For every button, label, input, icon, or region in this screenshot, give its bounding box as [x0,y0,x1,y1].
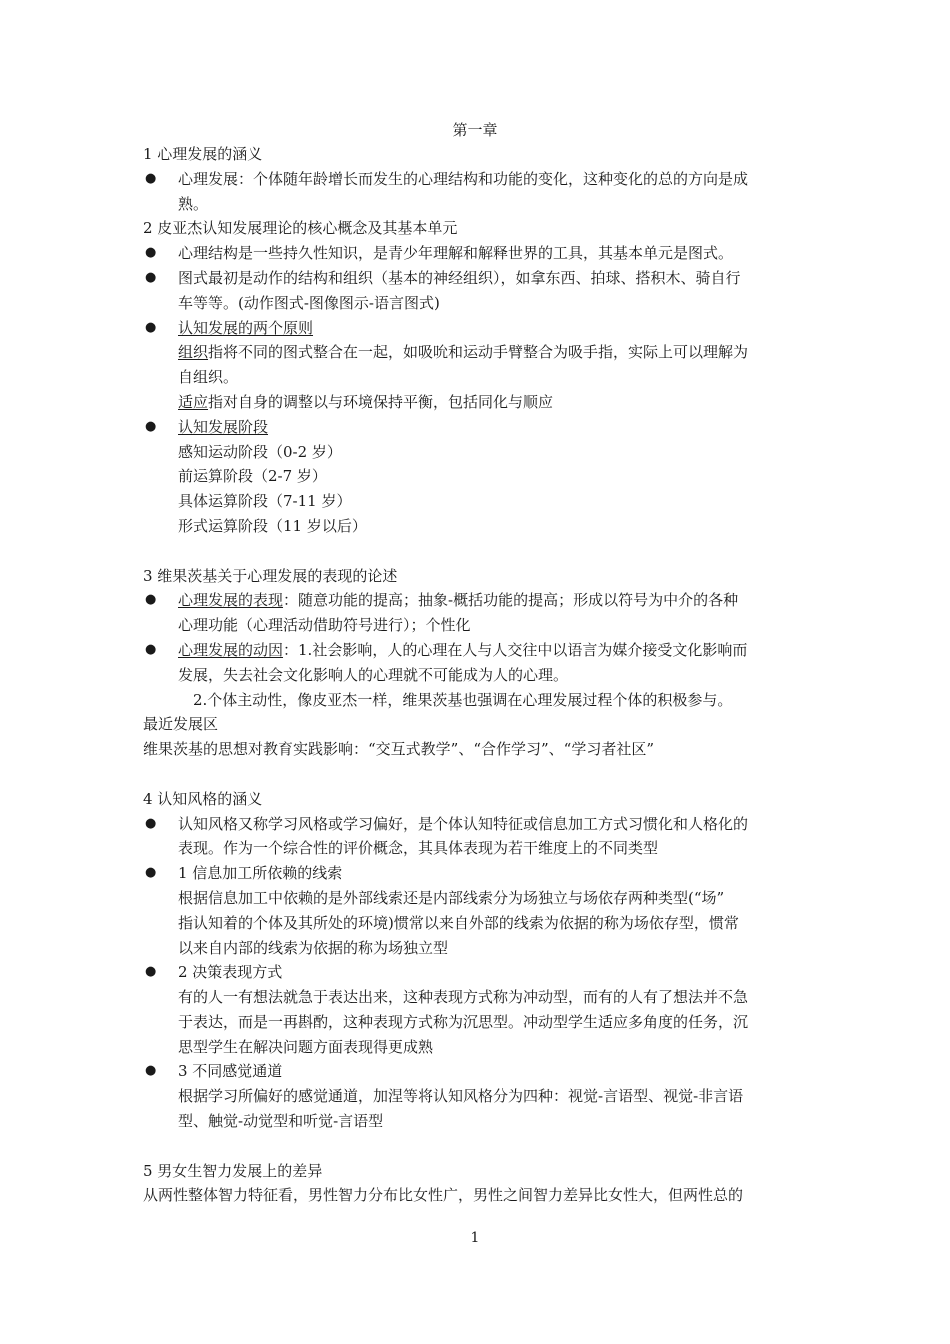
spacer [143,539,813,564]
text-line: 维果茨基的思想对教育实践影响：“交互式教学”、“合作学习”、“学习者社区” [143,740,655,759]
bullet-icon: ● [145,592,157,608]
text-line: 于表达，而是一再斟酌，这种表现方式称为沉思型。冲动型学生适应多角度的任务，沉 [178,1012,749,1031]
document-body [143,142,813,1208]
spacer [143,762,813,787]
section-heading: 1 心理发展的涵义 [143,145,263,163]
text-line: 表现。作为一个综合性的评价概念，其具体表现为若干维度上的不同类型 [178,839,659,858]
underlined-label: 认知发展阶段 [178,417,269,436]
text-line: 车等等。(动作图式-图像图示-语言图式) [178,293,440,312]
text-line: 从两性整体智力特征看，男性智力分布比女性广，男性之间智力差异比女性大，但两性总的 [143,1186,744,1205]
bullet-item [143,588,813,638]
bullet-icon: ● [145,418,157,434]
bullet-icon: ● [145,641,157,657]
page-number: 1 [470,1230,480,1246]
text-line: 自组织。 [178,368,239,387]
section-heading: 4 认知风格的涵义 [143,789,263,808]
term-adaptation: 适应 [178,392,209,411]
text-line: 心理发展的表现：随意功能的提高；抽象-概括功能的提高；形成以符号为中介的各种 [178,591,739,610]
stage-item: 具体运算阶段（7-11 岁） [178,492,352,511]
section-heading: 3 维果茨基关于心理发展的表现的论述 [143,566,398,585]
text-line: 根据信息加工中依赖的是外部线索还是内部线索分为场独立与场依存两种类型(“场” [178,888,725,907]
section-heading: 5 男女生智力发展上的差异 [143,1161,323,1180]
text-line: 最近发展区 [143,715,219,734]
bullet-item [143,241,813,266]
stage-item: 感知运动阶段（0-2 岁） [178,442,342,461]
text-line: 2.个体主动性，像皮亚杰一样，维果茨基也强调在心理发展过程个体的积极参与。 [193,690,733,709]
underlined-label: 认知发展的两个原则 [178,318,314,337]
bullet-icon: ● [145,269,157,285]
stage-item: 前运算阶段（2-7 岁） [178,467,327,486]
bullet-item [143,960,813,1059]
text-line: 以来自内部的线索为依据的称为场独立型 [178,938,449,957]
bullet-item [143,266,813,316]
bullet-icon: ● [145,170,157,186]
bullet-item [143,316,813,415]
stage-item: 形式运算阶段（11 岁以后） [178,516,367,535]
bullet-icon: ● [145,865,157,881]
text-line: 熟。 [178,194,209,213]
chapter-title: 第一章 [452,121,498,139]
text-line: 适应指对自身的调整以与环境保持平衡，包括同化与顺应 [178,392,554,411]
bullet-item [143,638,813,688]
text-line: 心理结构是一些持久性知识，是青少年理解和解释世界的工具，其基本单元是图式。 [178,244,734,263]
bullet-icon: ● [145,245,157,261]
bullet-icon: ● [145,319,157,335]
bullet-item [143,167,813,217]
text-line: 有的人一有想法就急于表达出来，这种表现方式称为冲动型，而有的人有了想法并不急 [178,988,749,1007]
term-organization: 组织 [178,343,209,362]
bullet-item [143,1059,813,1133]
bullet-item [143,861,813,960]
text-line: 心理发展：个体随年龄增长而发生的心理结构和功能的变化，这种变化的总的方向是成 [178,169,749,188]
term-motive: 心理发展的动因 [178,640,284,659]
text-line: 思型学生在解决问题方面表现得更成熟 [178,1037,434,1056]
bullet-icon: ● [145,964,157,980]
text-line: 心理发展的动因：1.社会影响，人的心理在人与人交往中以语言为媒介接受文化影响而 [178,640,748,659]
bullet-icon: ● [145,815,157,831]
text-line: 2 决策表现方式 [178,963,283,982]
bullet-item [143,812,813,862]
text-line: 心理功能（心理活动借助符号进行）；个性化 [178,616,471,635]
text-line: 根据学习所偏好的感觉通道，加涅等将认知风格分为四种：视觉-言语型、视觉-非言语 [178,1087,744,1106]
text-line: 型、触觉-动觉型和听觉-言语型 [178,1112,384,1131]
bullet-icon: ● [145,1063,157,1079]
term-manifestation: 心理发展的表现 [178,591,284,610]
text-line: 1 信息加工所依赖的线索 [178,864,343,883]
section-heading: 2 皮亚杰认知发展理论的核心概念及其基本单元 [143,219,458,238]
spacer [143,1134,813,1159]
text-line: 组织指将不同的图式整合在一起，如吸吮和运动手臂整合为吸手指，实际上可以理解为 [178,343,749,362]
text-line: 发展，失去社会文化影响人的心理就不可能成为人的心理。 [178,665,569,684]
text-line: 3 不同感觉通道 [178,1062,283,1081]
bullet-item [143,415,813,539]
text-line: 图式最初是动作的结构和组织（基本的神经组织），如拿东西、拍球、搭积木、骑自行 [178,268,741,287]
text-line: 指认知着的个体及其所处的环境)惯常以来自外部的线索为依据的称为场依存型，惯常 [178,913,739,932]
text-line: 认知风格又称学习风格或学习偏好，是个体认知特征或信息加工方式习惯化和人格化的 [178,814,749,833]
